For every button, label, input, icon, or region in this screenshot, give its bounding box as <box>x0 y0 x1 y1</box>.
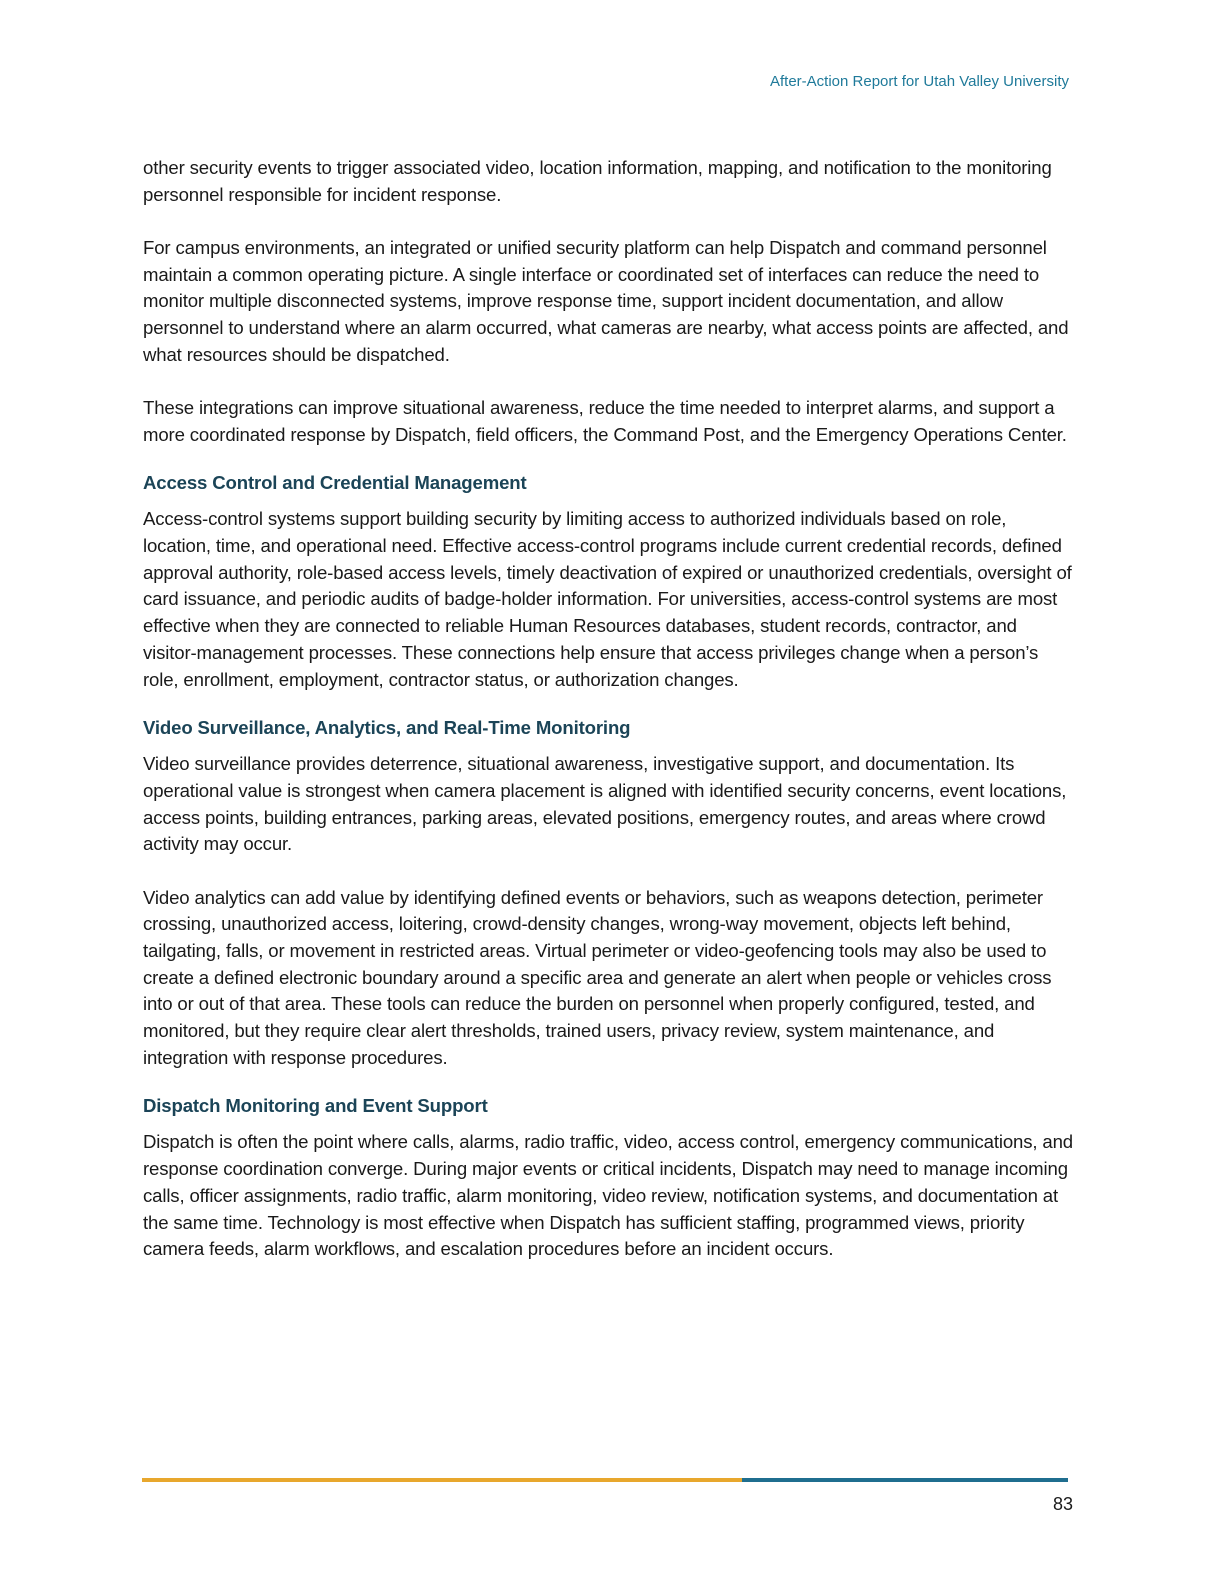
paragraph: Access-control systems support building security by limiting access to authorized individuals based on role, location, time, and operational need. Effective access-control programs include current credential records, defined approval authority, role-based access levels, timely deactivation of expired or unauthorized credentials, oversight of card issuance, and periodic audits of badge-holder information. For universities, access-control systems are most effective when they are connected to reliable Human Resources databases, student records, contractor, and visitor-management processes. These connections help ensure that access privileges change when a person’s role, enrollment, employment, contractor status, or authorization changes. <box>143 508 1072 690</box>
section-heading-dispatch-monitoring: Dispatch Monitoring and Event Support <box>143 1095 488 1117</box>
paragraph: Dispatch is often the point where calls, alarms, radio traffic, video, access control, emergency communications, and response coordination converge. During major events or critical incidents, Dispatch may need to manage incoming calls, officer assignments, radio traffic, alarm monitoring, video review, notification systems, and documentation at the same time. Technology is most effective when Dispatch has sufficient staffing, programmed views, priority camera feeds, alarm workflows, and escalation procedures before an incident occurs. <box>143 1131 1073 1260</box>
footer-rule-gold-segment <box>142 1478 742 1482</box>
paragraph: Video analytics can add value by identifying defined events or behaviors, such as weapons detection, perimeter crossing, unauthorized access, loitering, crowd-density changes, wrong-way movement, objects left behind, tailgating, falls, or movement in restricted areas. Virtual perimeter or video-geofencing tools may also be used to create a defined electronic boundary around a specific area and generate an alert when people or vehicles cross into or out of that area. These tools can reduce the burden on personnel when properly configured, tested, and monitored, but they require clear alert thresholds, trained users, privacy review, system maintenance, and integration with response procedures. <box>143 886 1052 1068</box>
section-heading-access-control: Access Control and Credential Management <box>143 472 527 494</box>
footer-rule-blue-segment <box>742 1478 1068 1482</box>
footer-rule <box>142 1478 1068 1482</box>
paragraph: other security events to trigger associated video, location information, mapping, and notification to the monitoring personnel responsible for incident response. <box>143 157 1052 205</box>
paragraph: For campus environments, an integrated or unified security platform can help Dispatch and command personnel maintain a common operating picture. A single interface or coordinated set of interfaces can reduce the need to monitor multiple disconnected systems, improve response time, support incident documentation, and allow personnel to understand where an alarm occurred, what cameras are nearby, what access points are affected, and what resources should be dispatched. <box>143 236 1069 365</box>
paragraph: These integrations can improve situational awareness, reduce the time needed to interpret alarms, and support a more coordinated response by Dispatch, field officers, the Command Post, and the Emergency Operations Center. <box>143 396 1067 445</box>
page-body <box>143 155 1073 1290</box>
section-heading-video-surveillance: Video Surveillance, Analytics, and Real-Time Monitoring <box>143 717 631 739</box>
page-number: 83 <box>1052 1494 1073 1514</box>
paragraph: Video surveillance provides deterrence, situational awareness, investigative support, and documentation. Its operational value is strongest when camera placement is aligned with identified security concerns, event locations, access points, building entrances, parking areas, elevated positions, emergency routes, and areas where crowd activity may occur. <box>143 753 1067 855</box>
running-header: After-Action Report for Utah Valley University <box>770 73 1069 90</box>
